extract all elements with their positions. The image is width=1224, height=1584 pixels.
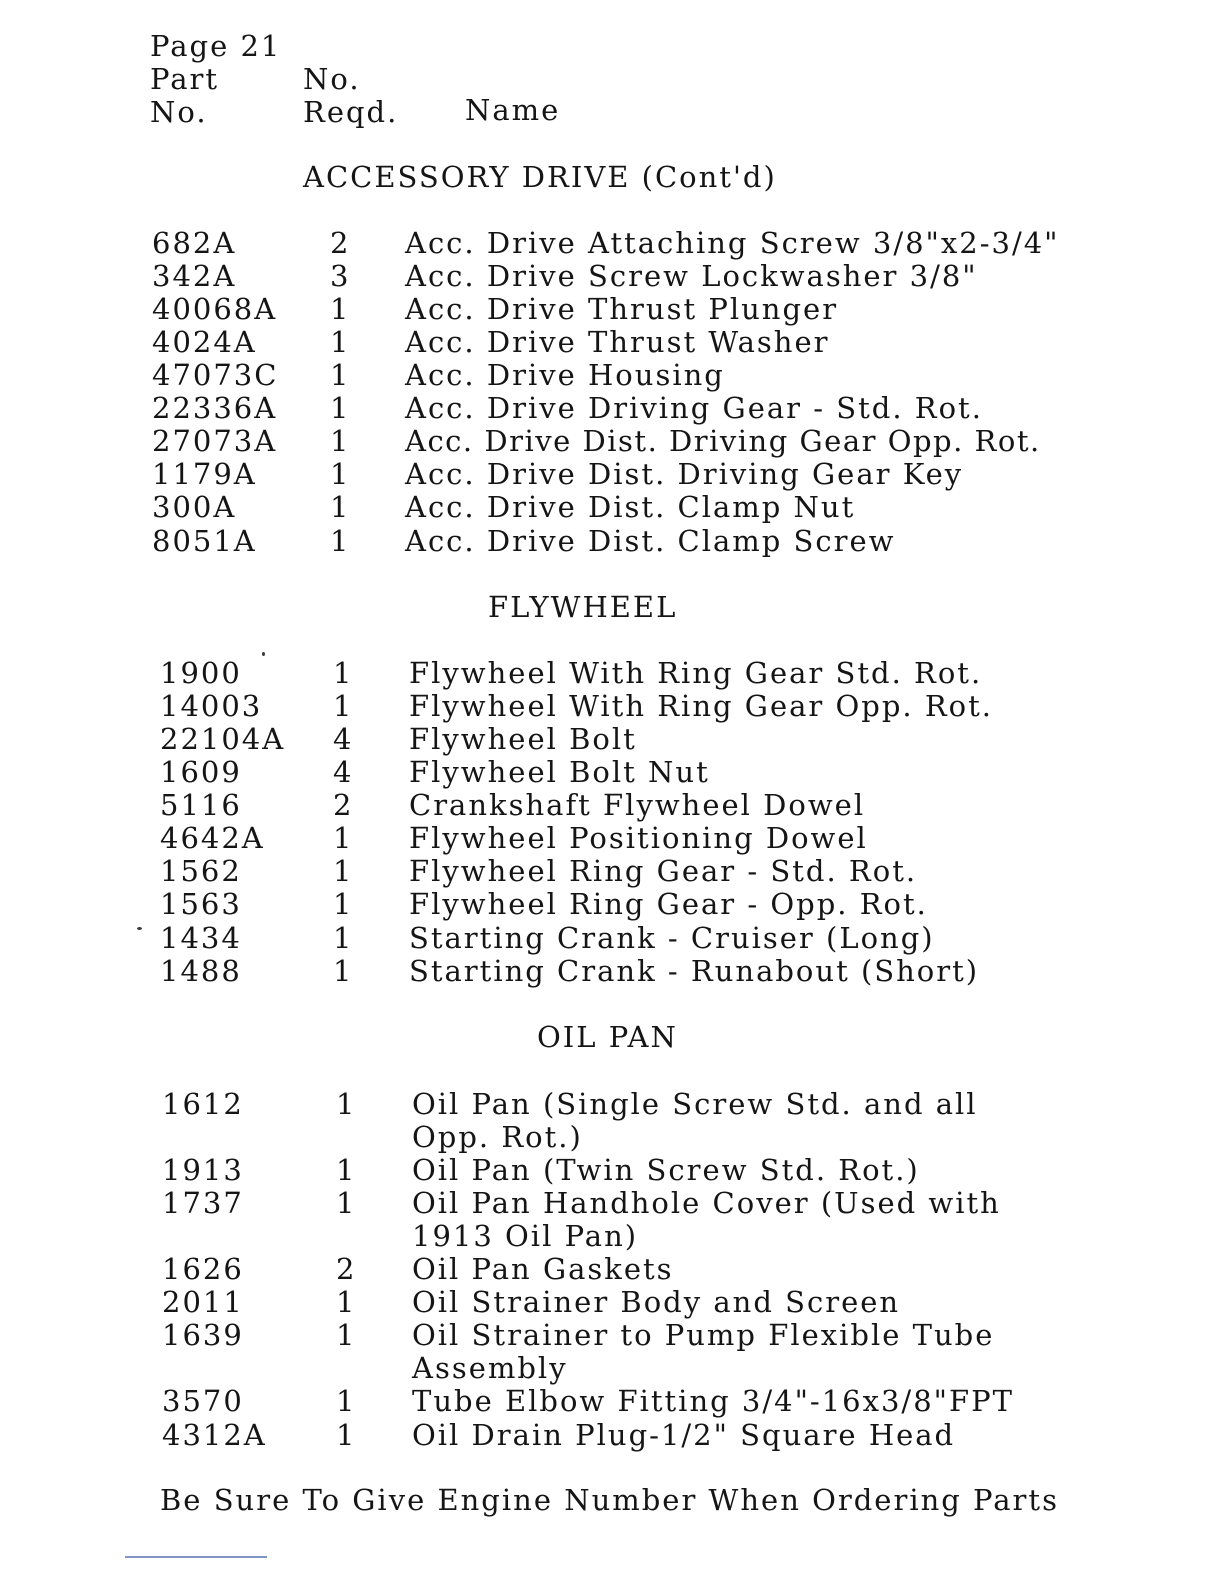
quantity: 1 [336,1384,357,1418]
part-number: 4642A [160,821,265,855]
part-name: Oil Strainer Body and Screen [412,1285,901,1319]
part-name: Acc. Drive Thrust Plunger [405,292,839,326]
part-name: Acc. Drive Thrust Washer [405,325,830,359]
quantity: 1 [333,821,354,855]
part-name: Oil Pan Handhole Cover (Used with [412,1186,1001,1220]
quantity: 1 [336,1153,357,1187]
part-name: Acc. Drive Screw Lockwasher 3/8" [405,259,978,293]
quantity: 3 [330,259,351,293]
part-number: 22104A [160,722,286,756]
scan-speck [262,652,265,656]
part-name-continued: Assembly [412,1351,568,1385]
part-number: 14003 [160,689,263,723]
scan-underline-mark [125,1556,267,1558]
part-number: 682A [152,226,237,260]
part-name-continued: 1913 Oil Pan) [412,1219,639,1253]
part-name: Flywheel Bolt [409,722,637,756]
part-name: Acc. Drive Dist. Clamp Screw [405,524,896,558]
part-number: 4024A [152,325,257,359]
part-name: Flywheel Ring Gear - Opp. Rot. [409,887,928,921]
quantity: 1 [333,656,354,690]
part-name: Starting Crank - Cruiser (Long) [409,921,935,955]
column-header-qty-line1: No. [303,62,361,96]
part-number: 1913 [162,1153,244,1187]
part-number: 1562 [160,854,242,888]
quantity: 4 [333,722,354,756]
part-number: 1563 [160,887,242,921]
quantity: 1 [330,424,351,458]
part-name: Oil Pan (Single Screw Std. and all [412,1087,978,1121]
part-name: Acc. Drive Driving Gear - Std. Rot. [405,391,983,425]
part-number: 27073A [152,424,278,458]
column-header-part-line1: Part [150,62,220,96]
part-number: 1609 [160,755,242,789]
part-name: Tube Elbow Fitting 3/4"-16x3/8"FPT [412,1384,1014,1418]
quantity: 1 [330,358,351,392]
quantity: 1 [333,921,354,955]
quantity: 1 [336,1186,357,1220]
part-name-continued: Opp. Rot.) [412,1120,583,1154]
quantity: 1 [333,689,354,723]
part-number: 22336A [152,391,278,425]
part-number: 1626 [162,1252,244,1286]
part-number: 1612 [162,1087,244,1121]
part-name: Starting Crank - Runabout (Short) [409,954,980,988]
part-name: Oil Drain Plug-1/2" Square Head [412,1418,956,1452]
quantity: 2 [333,788,354,822]
quantity: 1 [330,391,351,425]
column-header-name: Name [465,93,561,127]
part-name: Acc. Drive Attaching Screw 3/8"x2-3/4" [405,226,1060,260]
page-number: Page 21 [150,29,282,63]
quantity: 1 [330,325,351,359]
quantity: 2 [336,1252,357,1286]
part-number: 47073C [152,358,279,392]
part-name: Acc. Drive Dist. Driving Gear Opp. Rot. [405,424,1041,458]
column-header-qty-line2: Reqd. [303,95,399,129]
part-name: Acc. Drive Dist. Driving Gear Key [405,457,964,491]
section-title-accessory-drive: ACCESSORY DRIVE (Cont'd) [303,160,777,194]
part-number: 300A [152,490,237,524]
quantity: 1 [330,292,351,326]
part-number: 5116 [160,788,242,822]
part-name: Flywheel Bolt Nut [409,755,710,789]
quantity: 1 [330,524,351,558]
part-name: Acc. Drive Dist. Clamp Nut [405,490,856,524]
quantity: 1 [333,954,354,988]
part-number: 1737 [162,1186,244,1220]
quantity: 1 [333,854,354,888]
part-number: 1639 [162,1318,244,1352]
part-name: Oil Pan (Twin Screw Std. Rot.) [412,1153,920,1187]
part-number: 1434 [160,921,242,955]
quantity: 1 [336,1285,357,1319]
part-name: Oil Pan Gaskets [412,1252,674,1286]
quantity: 1 [333,887,354,921]
quantity: 1 [330,490,351,524]
quantity: 4 [333,755,354,789]
part-number: 3570 [162,1384,244,1418]
part-number: 1488 [160,954,242,988]
part-number: 40068A [152,292,278,326]
part-name: Flywheel Ring Gear - Std. Rot. [409,854,918,888]
part-number: 1900 [160,656,242,690]
quantity: 1 [330,457,351,491]
footer-note: Be Sure To Give Engine Number When Ordering Parts [160,1483,1059,1517]
part-name: Flywheel With Ring Gear Opp. Rot. [409,689,993,723]
part-number: 1179A [152,457,257,491]
part-number: 4312A [162,1418,267,1452]
part-number: 342A [152,259,237,293]
part-name: Acc. Drive Housing [405,358,725,392]
section-title-flywheel: FLYWHEEL [488,590,678,624]
quantity: 1 [336,1087,357,1121]
part-name: Crankshaft Flywheel Dowel [409,788,866,822]
section-title-oil-pan: OIL PAN [537,1020,678,1054]
part-name: Flywheel Positioning Dowel [409,821,868,855]
part-number: 2011 [162,1285,244,1319]
scan-speck [137,927,142,930]
part-number: 8051A [152,524,257,558]
quantity: 1 [336,1418,357,1452]
part-name: Oil Strainer to Pump Flexible Tube [412,1318,995,1352]
quantity: 1 [336,1318,357,1352]
quantity: 2 [330,226,351,260]
part-name: Flywheel With Ring Gear Std. Rot. [409,656,983,690]
column-header-part-line2: No. [150,95,208,129]
